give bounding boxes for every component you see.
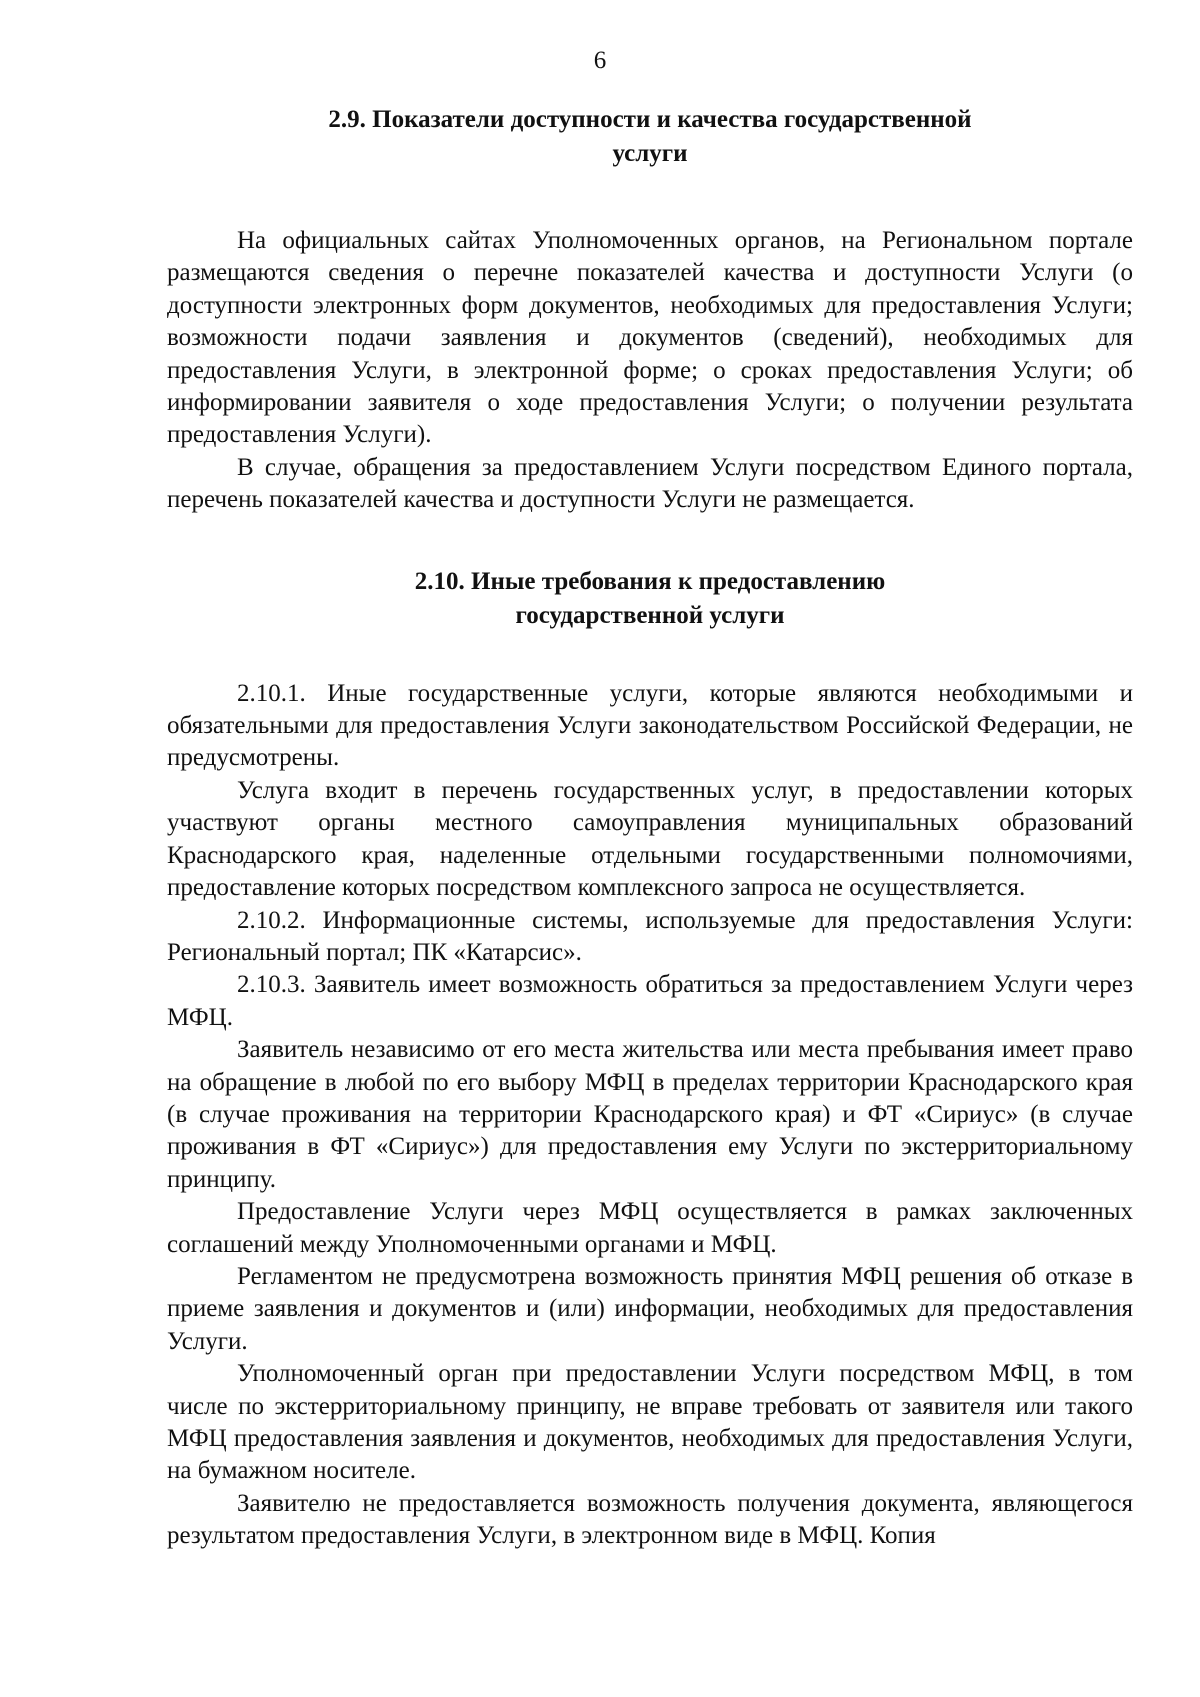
document-body: [167, 103, 1133, 1553]
section-heading-2-10: [167, 565, 1133, 633]
paragraph: Уполномоченный орган при предоставлении Услуги посредством МФЦ, в том числе по экстерриториальному принципу, не вправе требовать от заявителя или такого МФЦ предоставления заявления и документов, необходимых для предоставления Услуги, на бумажном носителе.: [167, 1360, 1133, 1485]
paragraph: 2.10.2. Информационные системы, используемые для предоставления Услуги: Региональный портал; ПК «Катарсис».: [167, 906, 1133, 966]
paragraph: Заявителю не предоставляется возможность получения документа, являющегося результатом предоставления Услуги, в электронном виде в МФЦ. Копия: [167, 1489, 1133, 1550]
heading-line: 2.9. Показатели доступности и качества государственной: [328, 106, 972, 133]
paragraph: Услуга входит в перечень государственных услуг, в предоставлении которых участвуют органы местного самоуправления муниципальных образований Краснодарского края, наделенные отдельными государственными полномочиями, предоставление которых посредством комплексного запроса не осуществляется.: [167, 776, 1133, 902]
paragraph: Заявитель независимо от его места жительства или места пребывания имеет право на обращение в любой по его выбору МФЦ в пределах территории Краснодарского края (в случае проживания на территории Краснодарского края) и ФТ «Сириус» (в случае проживания в ФТ «Сириус») для предоставления ему Услуги по экстерриториальному принципу.: [167, 1036, 1133, 1193]
paragraph: В случае, обращения за предоставлением Услуги посредством Единого портала, перечень показателей качества и доступности Услуги не размещается.: [167, 453, 1133, 514]
heading-line: услуги: [612, 140, 688, 167]
heading-line: 2.10. Иные требования к предоставлению: [414, 567, 886, 595]
section-heading-2-9: [167, 103, 1133, 171]
paragraph: 2.10.3. Заявитель имеет возможность обратиться за предоставлением Услуги через МФЦ.: [167, 971, 1133, 1031]
paragraph: Регламентом не предусмотрена возможность принятия МФЦ решения об отказе в приеме заявления и документов и (или) информации, необходимых для предоставления Услуги.: [167, 1262, 1133, 1355]
paragraph: 2.10.1. Иные государственные услуги, которые являются необходимыми и обязательными для предоставления Услуги законодательством Российской Федерации, не предусмотрены.: [167, 679, 1133, 772]
page-number: 6: [593, 47, 607, 74]
paragraph: Предоставление Услуги через МФЦ осуществляется в рамках заключенных соглашений между Уполномоченными органами и МФЦ.: [167, 1198, 1133, 1258]
paragraph: На официальных сайтах Уполномоченных органов, на Региональном портале размещаются сведения о перечне показателей качества и доступности Услуги (о доступности электронных форм документов, необходимых для предоставления Услуги; возможности подачи заявления и документов (сведений), необходимых для предоставления Услуги, в электронной форме; о сроках предоставления Услуги; об информировании заявителя о ходе предоставления Услуги; о получении результата предоставления Услуги).: [167, 227, 1133, 449]
heading-line: государственной услуги: [515, 601, 785, 629]
